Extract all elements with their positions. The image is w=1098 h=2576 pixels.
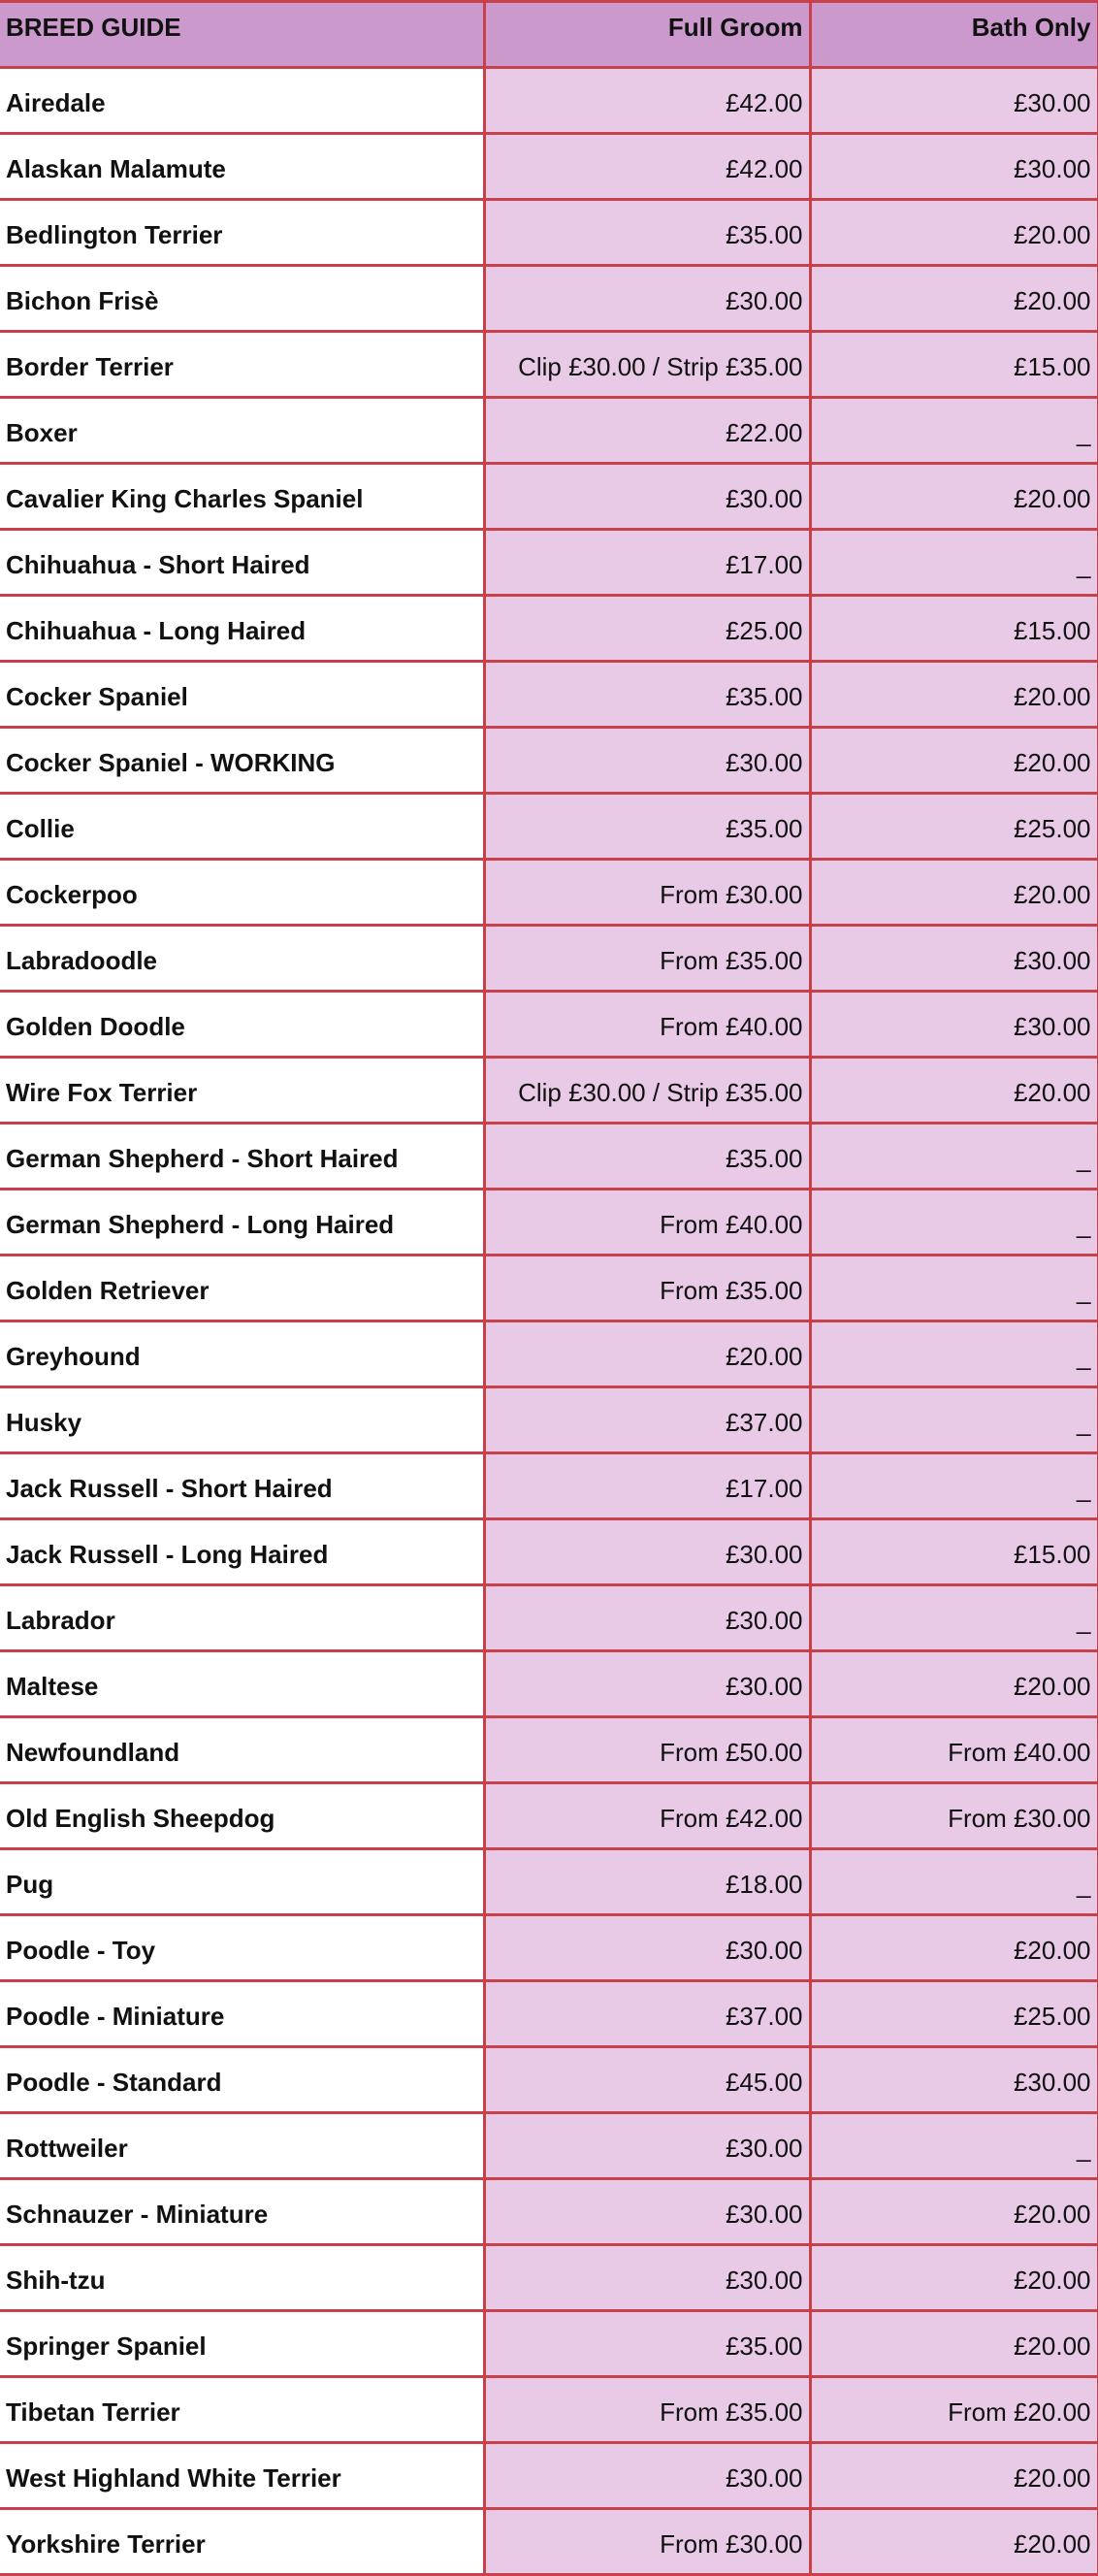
full-groom-price-cell: £30.00	[484, 464, 810, 530]
table-row	[0, 1915, 1098, 1981]
bath-only-price-cell: _	[810, 1387, 1098, 1453]
breed-name-cell: Poodle - Toy	[0, 1915, 484, 1981]
breed-name-cell: Border Terrier	[0, 332, 484, 398]
table-row	[0, 860, 1098, 926]
breed-name-cell: West Highland White Terrier	[0, 2443, 484, 2509]
table-row	[0, 596, 1098, 662]
full-groom-price-cell: £45.00	[484, 2047, 810, 2113]
bath-only-price-cell: £20.00	[810, 860, 1098, 926]
table-row	[0, 1519, 1098, 1585]
bath-only-price-cell: _	[810, 1255, 1098, 1321]
full-groom-price-cell: £17.00	[484, 530, 810, 596]
bath-only-price-cell: £20.00	[810, 1651, 1098, 1717]
table-row	[0, 332, 1098, 398]
full-groom-price-cell: £30.00	[484, 2443, 810, 2509]
full-groom-price-cell: £30.00	[484, 1651, 810, 1717]
full-groom-price-cell: £18.00	[484, 1849, 810, 1915]
full-groom-price-cell: £30.00	[484, 266, 810, 332]
table-row	[0, 266, 1098, 332]
breed-name-cell: Poodle - Standard	[0, 2047, 484, 2113]
breed-name-cell: Newfoundland	[0, 1717, 484, 1783]
bath-only-price-cell: _	[810, 1190, 1098, 1255]
full-groom-price-cell: From £42.00	[484, 1783, 810, 1849]
full-groom-price-cell: £30.00	[484, 2113, 810, 2179]
full-groom-price-cell: £37.00	[484, 1981, 810, 2047]
bath-only-price-cell: £20.00	[810, 1058, 1098, 1124]
breed-name-cell: Husky	[0, 1387, 484, 1453]
bath-only-price-cell: £20.00	[810, 1915, 1098, 1981]
bath-only-price-cell: _	[810, 398, 1098, 464]
table-row	[0, 530, 1098, 596]
bath-only-price-cell: £20.00	[810, 2245, 1098, 2311]
table-row	[0, 1783, 1098, 1849]
table-row	[0, 398, 1098, 464]
table-row	[0, 926, 1098, 992]
bath-only-price-cell: £20.00	[810, 662, 1098, 728]
breed-name-cell: Cocker Spaniel	[0, 662, 484, 728]
bath-only-price-cell: £15.00	[810, 1519, 1098, 1585]
breed-name-cell: Jack Russell - Long Haired	[0, 1519, 484, 1585]
breed-name-cell: Golden Doodle	[0, 992, 484, 1058]
table-row	[0, 464, 1098, 530]
header-row	[0, 2, 1098, 68]
bath-only-price-cell: £30.00	[810, 2047, 1098, 2113]
breed-name-cell: Cocker Spaniel - WORKING	[0, 728, 484, 794]
table-row	[0, 2311, 1098, 2377]
breed-name-cell: Airedale	[0, 68, 484, 134]
table-row	[0, 1981, 1098, 2047]
full-groom-price-cell: £35.00	[484, 794, 810, 860]
bath-only-price-cell: £20.00	[810, 728, 1098, 794]
breed-name-cell: Labradoodle	[0, 926, 484, 992]
table-row	[0, 1717, 1098, 1783]
bath-only-price-cell: £25.00	[810, 1981, 1098, 2047]
full-groom-price-cell: £35.00	[484, 2311, 810, 2377]
table-row	[0, 134, 1098, 200]
table-body	[0, 68, 1098, 2575]
breed-name-cell: Boxer	[0, 398, 484, 464]
full-groom-price-cell: From £30.00	[484, 860, 810, 926]
breed-name-cell: Chihuahua - Short Haired	[0, 530, 484, 596]
full-groom-price-cell: £42.00	[484, 134, 810, 200]
table-row	[0, 2377, 1098, 2443]
full-groom-price-cell: £30.00	[484, 728, 810, 794]
table-row	[0, 1190, 1098, 1255]
breed-name-cell: Alaskan Malamute	[0, 134, 484, 200]
table-row	[0, 2047, 1098, 2113]
bath-only-price-cell: £20.00	[810, 2509, 1098, 2575]
bath-only-price-cell: _	[810, 1849, 1098, 1915]
full-groom-price-cell: £30.00	[484, 1915, 810, 1981]
bath-only-price-cell: _	[810, 1453, 1098, 1519]
breed-name-cell: Bichon Frisè	[0, 266, 484, 332]
breed-name-cell: Wire Fox Terrier	[0, 1058, 484, 1124]
bath-only-price-cell: _	[810, 1124, 1098, 1190]
breed-name-cell: Old English Sheepdog	[0, 1783, 484, 1849]
table-row	[0, 2179, 1098, 2245]
breed-name-cell: German Shepherd - Short Haired	[0, 1124, 484, 1190]
bath-only-price-cell: _	[810, 1321, 1098, 1387]
full-groom-price-cell: From £30.00	[484, 2509, 810, 2575]
full-groom-price-cell: £35.00	[484, 200, 810, 266]
full-groom-price-cell: Clip £30.00 / Strip £35.00	[484, 1058, 810, 1124]
breed-name-cell: Greyhound	[0, 1321, 484, 1387]
full-groom-price-cell: £20.00	[484, 1321, 810, 1387]
breed-name-cell: Maltese	[0, 1651, 484, 1717]
full-groom-price-cell: From £50.00	[484, 1717, 810, 1783]
bath-only-price-cell: From £30.00	[810, 1783, 1098, 1849]
full-groom-price-cell: From £40.00	[484, 1190, 810, 1255]
breed-guide-header: BREED GUIDE	[0, 2, 484, 68]
full-groom-price-cell: £30.00	[484, 2245, 810, 2311]
full-groom-price-cell: From £35.00	[484, 2377, 810, 2443]
bath-only-price-cell: £20.00	[810, 2179, 1098, 2245]
full-groom-price-cell: From £35.00	[484, 926, 810, 992]
full-groom-price-cell: From £35.00	[484, 1255, 810, 1321]
breed-name-cell: Chihuahua - Long Haired	[0, 596, 484, 662]
bath-only-price-cell: £20.00	[810, 2443, 1098, 2509]
breed-name-cell: Schnauzer - Miniature	[0, 2179, 484, 2245]
full-groom-price-cell: £42.00	[484, 68, 810, 134]
table-row	[0, 2245, 1098, 2311]
breed-name-cell: Rottweiler	[0, 2113, 484, 2179]
table-row	[0, 2509, 1098, 2575]
breed-name-cell: Springer Spaniel	[0, 2311, 484, 2377]
bath-only-price-cell: _	[810, 2113, 1098, 2179]
breed-name-cell: Yorkshire Terrier	[0, 2509, 484, 2575]
table-row	[0, 1124, 1098, 1190]
table-row	[0, 200, 1098, 266]
breed-name-cell: Jack Russell - Short Haired	[0, 1453, 484, 1519]
full-groom-price-cell: £22.00	[484, 398, 810, 464]
table-row	[0, 1387, 1098, 1453]
bath-only-price-cell: £20.00	[810, 2311, 1098, 2377]
full-groom-price-cell: £17.00	[484, 1453, 810, 1519]
table-row	[0, 2113, 1098, 2179]
bath-only-price-cell: £30.00	[810, 134, 1098, 200]
breed-name-cell: Shih-tzu	[0, 2245, 484, 2311]
breed-name-cell: Tibetan Terrier	[0, 2377, 484, 2443]
breed-name-cell: Golden Retriever	[0, 1255, 484, 1321]
full-groom-price-cell: £30.00	[484, 1585, 810, 1651]
full-groom-price-cell: From £40.00	[484, 992, 810, 1058]
bath-only-price-cell: £30.00	[810, 68, 1098, 134]
table-row	[0, 2443, 1098, 2509]
breed-name-cell: Collie	[0, 794, 484, 860]
table-row	[0, 68, 1098, 134]
breed-name-cell: Cavalier King Charles Spaniel	[0, 464, 484, 530]
table-row	[0, 1453, 1098, 1519]
bath-only-price-cell: £15.00	[810, 332, 1098, 398]
full-groom-price-cell: Clip £30.00 / Strip £35.00	[484, 332, 810, 398]
bath-only-price-cell: £20.00	[810, 464, 1098, 530]
breed-name-cell: Cockerpoo	[0, 860, 484, 926]
table-row	[0, 1255, 1098, 1321]
table-row	[0, 1058, 1098, 1124]
table-row	[0, 1321, 1098, 1387]
bath-only-price-cell: £20.00	[810, 200, 1098, 266]
bath-only-price-cell: From £20.00	[810, 2377, 1098, 2443]
table-row	[0, 1585, 1098, 1651]
full-groom-price-cell: £35.00	[484, 662, 810, 728]
bath-only-price-cell: _	[810, 1585, 1098, 1651]
table-row	[0, 728, 1098, 794]
table-row	[0, 1849, 1098, 1915]
bath-only-price-cell: £30.00	[810, 992, 1098, 1058]
full-groom-price-cell: £35.00	[484, 1124, 810, 1190]
breed-name-cell: Bedlington Terrier	[0, 200, 484, 266]
breed-name-cell: Pug	[0, 1849, 484, 1915]
bath-only-price-cell: £15.00	[810, 596, 1098, 662]
bath-only-price-cell: _	[810, 530, 1098, 596]
bath-only-price-cell: £20.00	[810, 266, 1098, 332]
bath-only-price-cell: £25.00	[810, 794, 1098, 860]
bath-only-price-cell: £30.00	[810, 926, 1098, 992]
breed-name-cell: German Shepherd - Long Haired	[0, 1190, 484, 1255]
table-row	[0, 794, 1098, 860]
table-row	[0, 662, 1098, 728]
table-header	[0, 2, 1098, 68]
breed-name-cell: Labrador	[0, 1585, 484, 1651]
bath-only-header: Bath Only	[810, 2, 1098, 68]
table-row	[0, 992, 1098, 1058]
full-groom-price-cell: £37.00	[484, 1387, 810, 1453]
full-groom-price-cell: £30.00	[484, 2179, 810, 2245]
full-groom-price-cell: £25.00	[484, 596, 810, 662]
full-groom-header: Full Groom	[484, 2, 810, 68]
breed-name-cell: Poodle - Miniature	[0, 1981, 484, 2047]
bath-only-price-cell: From £40.00	[810, 1717, 1098, 1783]
table-row	[0, 1651, 1098, 1717]
full-groom-price-cell: £30.00	[484, 1519, 810, 1585]
